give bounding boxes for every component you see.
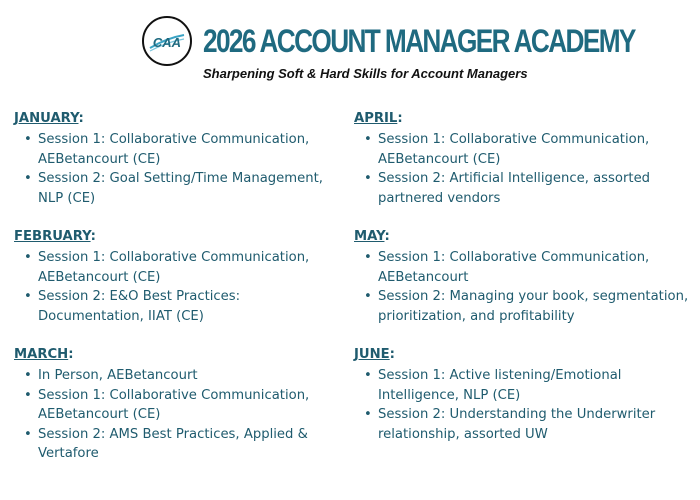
bullet-icon: •: [24, 289, 32, 304]
session-item: • In Person, AEBetancourt: [24, 366, 349, 386]
logo-text: CAA: [152, 35, 182, 50]
session-item: • Session 1: Collaborative Communication, AEBetancourt (CE): [24, 250, 310, 285]
session-item: • Session 2: AMS Best Practices, Applied & Vertafore: [24, 426, 308, 461]
session-item: • Session 2: E&O Best Practices: Documentation, IIAT (CE): [24, 289, 241, 324]
session-item: • Session 2: Goal Setting/Time Management, NLP (CE): [24, 171, 323, 206]
session-item: • Session 2: Artificial Intelligence, assorted partnered vendors: [364, 171, 651, 206]
bullet-icon: •: [364, 250, 372, 265]
month-section-february: FEBRUARY: • Session 1: Collaborative Communication, AEBetancourt (CE) • Session 2: E&O Best Practices: Documentation, IIAT (CE): [14, 228, 349, 326]
month-section-april: APRIL: • Session 1: Collaborative Communication, AEBetancourt (CE) • Session 2: Artificial Intelligence, assorted partnered vendors: [354, 110, 689, 208]
page-header: [0, 0, 700, 95]
session-list: [14, 130, 349, 208]
bullet-icon: •: [24, 171, 32, 186]
session-list: [354, 366, 689, 444]
session-item: • Session 1: Collaborative Communication, AEBetancourt (CE): [24, 132, 310, 167]
month-heading: JUNE: [354, 347, 390, 362]
month-heading: JANUARY: [14, 111, 79, 126]
right-column: [354, 110, 689, 464]
month-section-may: MAY: • Session 1: Collaborative Communication, AEBetancourt • Session 2: Managing your book, segmentation, prioritization, and profitability: [354, 228, 689, 326]
page-title: 2026 ACCOUNT MANAGER ACADEMY: [203, 23, 635, 59]
month-heading: MARCH: [14, 347, 69, 362]
session-item: • Session 1: Collaborative Communication, AEBetancourt: [364, 250, 650, 285]
bullet-icon: •: [24, 387, 32, 403]
session-list: [14, 248, 349, 326]
session-list: [354, 130, 689, 208]
month-heading: FEBRUARY: [14, 229, 91, 244]
session-item: • Session 1: Collaborative Communication, AEBetancourt (CE): [364, 132, 650, 167]
page-subtitle: Sharpening Soft & Hard Skills for Account Managers: [203, 66, 528, 81]
bullet-icon: •: [364, 407, 372, 422]
bullet-icon: •: [364, 132, 372, 147]
bullet-icon: •: [24, 368, 32, 383]
bullet-icon: •: [364, 289, 372, 304]
month-heading: APRIL: [354, 111, 398, 126]
month-section-january: JANUARY: • Session 1: Collaborative Communication, AEBetancourt (CE) • Session 2: Goal Setting/Time Management, NLP (CE): [14, 110, 349, 208]
bullet-icon: •: [364, 368, 372, 383]
month-section-june: JUNE: • Session 1: Active listening/Emotional Intelligence, NLP (CE) • Session 2: Understanding the Underwriter relationship, assorted UW: [354, 346, 689, 444]
caa-logo-icon: [147, 26, 187, 56]
session-item: • Session 2: Understanding the Underwriter relationship, assorted UW: [364, 407, 656, 442]
month-section-march: MARCH: • In Person, AEBetancourt • Session 1: Collaborative Communication, AEBetancourt (CE) • Session 2: AMS Best Practices, Applied & Vertafore: [14, 346, 349, 464]
month-heading: MAY: [354, 229, 385, 244]
session-list: [14, 366, 349, 464]
bullet-icon: •: [24, 426, 32, 442]
bullet-icon: •: [364, 171, 372, 186]
session-item: • Session 2: Managing your book, segmentation, prioritization, and profitability: [364, 289, 689, 324]
session-item: • Session 1: Active listening/Emotional Intelligence, NLP (CE): [364, 368, 622, 403]
bullet-icon: •: [24, 250, 32, 265]
session-item: • Session 1: Collaborative Communication, AEBetancourt (CE): [24, 387, 310, 422]
left-column: [14, 110, 349, 484]
session-list: [354, 248, 689, 326]
caa-logo: [142, 16, 192, 66]
bullet-icon: •: [24, 132, 32, 147]
